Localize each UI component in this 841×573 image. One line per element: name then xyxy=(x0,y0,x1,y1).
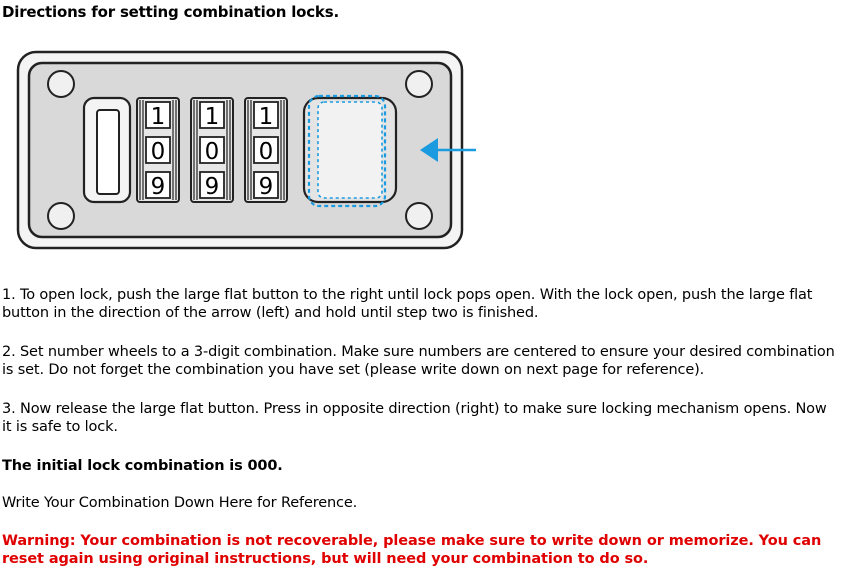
wheel-1-top-digit: 1 xyxy=(150,104,166,130)
page-title: Directions for setting combination locks. xyxy=(2,3,339,21)
wheel-2-top-digit: 1 xyxy=(204,104,220,130)
screw-icon xyxy=(48,203,74,229)
step-1-text: 1. To open lock, push the large flat button to the right until lock pops open. With the lock open, push the large flat button in the direction of the arrow (left) and hold until step two is finished. xyxy=(2,287,813,321)
number-wheel-1 xyxy=(137,98,179,202)
wheel-2-bottom-digit: 9 xyxy=(204,174,220,200)
number-wheel-2 xyxy=(191,98,233,202)
wheel-2-middle-digit: 0 xyxy=(204,139,220,165)
step-3-text: 3. Now release the large flat button. Press in opposite direction (right) to make sure locking mechanism opens. Now it is safe to lock. xyxy=(2,401,827,435)
wheel-3-top-digit: 1 xyxy=(258,104,274,130)
screw-icon xyxy=(406,203,432,229)
wheel-1-bottom-digit: 9 xyxy=(150,174,166,200)
flat-button-dashed-inner xyxy=(318,102,382,198)
warning-text: Warning: Your combination is not recoverable, please make sure to write down or memorize. You can reset again using original instructions, but will need your combination to do so. xyxy=(2,533,822,567)
write-down-text: Write Your Combination Down Here for Reference. xyxy=(2,495,358,511)
wheel-3-middle-digit: 0 xyxy=(258,139,274,165)
combination-lock-diagram xyxy=(16,50,486,255)
latch-inner xyxy=(97,110,119,194)
screw-icon xyxy=(406,71,432,97)
screw-icon xyxy=(48,71,74,97)
step-2-text: 2. Set number wheels to a 3-digit combination. Make sure numbers are centered to ensure your desired combination is set. Do not forget the combination you have set (please write down on next page for reference). xyxy=(2,344,835,378)
initial-combination-text: The initial lock combination is 000. xyxy=(2,458,283,474)
wheel-1-middle-digit: 0 xyxy=(150,139,166,165)
wheel-3-bottom-digit: 9 xyxy=(258,174,274,200)
number-wheel-3 xyxy=(245,98,287,202)
